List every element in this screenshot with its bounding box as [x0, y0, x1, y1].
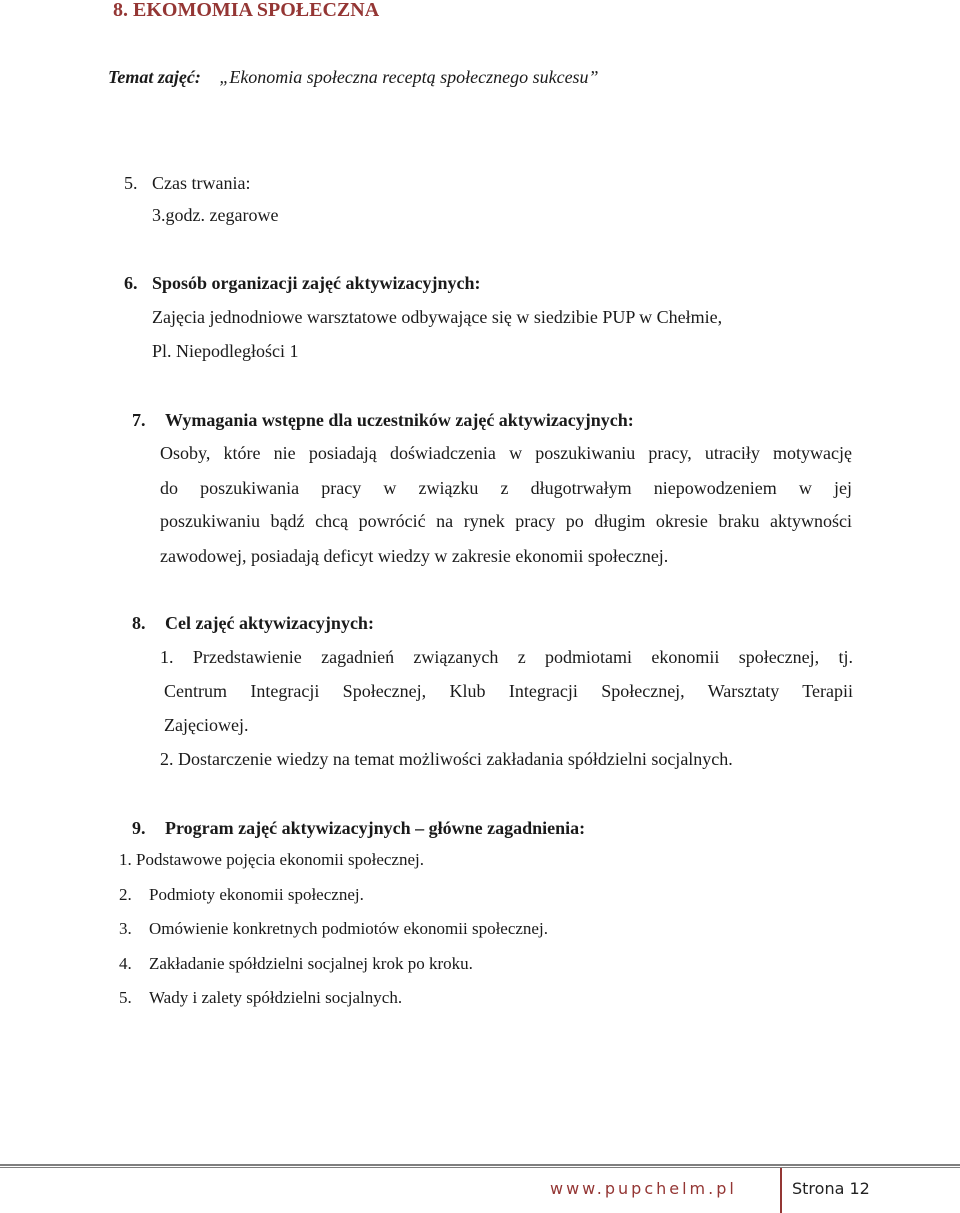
section-7-line: poszukiwaniu bądź chcą powrócić na rynek pracy po długim okresie braku aktywności — [160, 511, 852, 531]
section-6-line-2: Pl. Niepodległości 1 — [152, 341, 299, 361]
section-5-heading — [124, 172, 250, 194]
section-7-line: zawodowej, posiadają deficyt wiedzy w zakresie ekonomii społecznej. — [160, 546, 669, 566]
section-6-heading — [124, 272, 480, 294]
program-item-text: Zakładanie spółdzielni socjalnej krok po kroku. — [149, 954, 473, 973]
topic-line — [108, 66, 599, 88]
footer-page-number: Strona 12 — [792, 1179, 870, 1198]
topic-title: „Ekonomia społeczna receptą społecznego sukcesu” — [219, 67, 599, 87]
footer-rule — [0, 1164, 960, 1166]
program-item — [119, 953, 473, 975]
program-item-number: 5. — [119, 988, 132, 1007]
section-5-title: Czas trwania: — [152, 173, 251, 193]
section-8-item-1-line: Centrum Integracji Społecznej, Klub Integracji Społecznej, Warsztaty Terapii — [164, 681, 853, 701]
section-6-number: 6. — [124, 273, 138, 293]
section-8-item-1-line: Zajęciowej. — [164, 715, 249, 735]
section-8-title: Cel zajęć aktywizacyjnych: — [165, 613, 374, 633]
section-7-title: Wymagania wstępne dla uczestników zajęć aktywizacyjnych: — [165, 410, 634, 430]
program-item-text: Wady i zalety spółdzielni socjalnych. — [149, 988, 403, 1007]
program-item-number: 2. — [119, 885, 132, 904]
section-6-line-1: Zajęcia jednodniowe warsztatowe odbywające się w siedzibie PUP w Chełmie, — [152, 307, 723, 327]
program-item-number: 3. — [119, 919, 132, 938]
section-9-heading — [132, 817, 585, 839]
section-7-heading — [132, 409, 634, 431]
section-7-line: do poszukiwania pracy w związku z długotrwałym niepowodzeniem w jej — [160, 478, 852, 498]
program-item-text: Podmioty ekonomii społecznej. — [149, 885, 364, 904]
section-5-value: 3.godz. zegarowe — [152, 205, 279, 225]
section-5-number: 5. — [124, 173, 138, 193]
section-8-number: 8. — [132, 613, 146, 633]
section-7-number: 7. — [132, 410, 146, 430]
program-item — [119, 884, 364, 906]
footer-rule-thin — [0, 1167, 960, 1168]
program-item — [119, 918, 548, 940]
section-heading: 8. EKOMOMIA SPOŁECZNA — [113, 0, 380, 21]
footer-separator — [780, 1168, 782, 1213]
section-9-title: Program zajęć aktywizacyjnych – główne zagadnienia: — [165, 818, 586, 838]
program-item-text: Podstawowe pojęcia ekonomii społecznej. — [136, 850, 424, 869]
section-6-title: Sposób organizacji zajęć aktywizacyjnych: — [152, 273, 481, 293]
program-item — [119, 987, 402, 1009]
program-item-number: 4. — [119, 954, 132, 973]
program-item — [119, 849, 424, 871]
program-item-number: 1. — [119, 850, 132, 869]
section-7-line: Osoby, które nie posiadają doświadczenia w poszukiwaniu pracy, utraciły motywację — [160, 443, 852, 463]
topic-label: Temat zajęć: — [108, 67, 201, 87]
section-9-number: 9. — [132, 818, 146, 838]
section-8-item-1-line: 1. Przedstawienie zagadnień związanych z podmiotami ekonomii społecznej, tj. — [160, 647, 853, 667]
footer-url-link[interactable]: www.pupchelm.pl — [550, 1179, 737, 1198]
section-8-heading — [132, 612, 374, 634]
program-item-text: Omówienie konkretnych podmiotów ekonomii społecznej. — [149, 919, 548, 938]
section-8-item-2: 2. Dostarczenie wiedzy na temat możliwości zakładania spółdzielni socjalnych. — [160, 749, 733, 769]
